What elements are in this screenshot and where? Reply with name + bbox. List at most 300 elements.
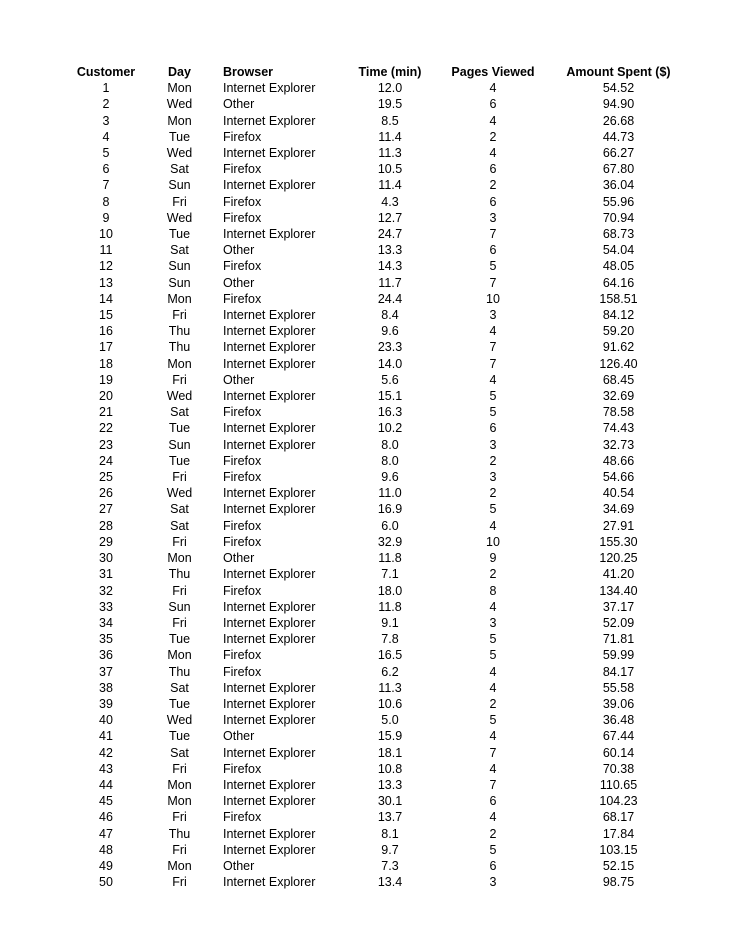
cell-browser: Internet Explorer <box>223 308 316 323</box>
cell-time: 6.0 <box>381 518 399 533</box>
cell-time: 7.3 <box>381 858 399 873</box>
cell-customer: 19 <box>99 372 113 387</box>
cell-customer: 1 <box>102 81 110 96</box>
cell-browser: Firefox <box>223 259 262 274</box>
cell-browser: Firefox <box>223 210 262 225</box>
cell-amount-spent: 134.40 <box>599 583 638 598</box>
cell-customer: 15 <box>99 308 113 323</box>
table-row <box>70 356 686 372</box>
cell-time: 23.3 <box>377 340 403 355</box>
cell-amount-spent: 66.27 <box>602 146 635 161</box>
cell-customer: 30 <box>99 551 113 566</box>
table-row <box>70 113 686 129</box>
table-row <box>70 177 686 193</box>
table-row <box>70 96 686 112</box>
cell-day: Mon <box>167 777 192 792</box>
cell-time: 13.7 <box>377 810 403 825</box>
cell-amount-spent: 36.04 <box>602 178 635 193</box>
cell-pages-viewed: 6 <box>489 794 497 809</box>
cell-day: Tue <box>168 421 191 436</box>
cell-browser: Internet Explorer <box>223 227 316 242</box>
cell-browser: Internet Explorer <box>223 437 316 452</box>
cell-amount-spent: 54.04 <box>602 243 635 258</box>
cell-customer: 22 <box>99 421 113 436</box>
cell-customer: 49 <box>99 858 113 873</box>
cell-day: Sun <box>168 437 191 452</box>
cell-browser: Firefox <box>223 761 262 776</box>
cell-day: Fri <box>172 615 187 630</box>
cell-pages-viewed: 6 <box>489 858 497 873</box>
header-customer: Customer <box>76 65 136 79</box>
cell-time: 11.0 <box>378 486 402 501</box>
cell-customer: 16 <box>99 324 113 339</box>
cell-amount-spent: 74.43 <box>602 421 635 436</box>
cell-amount-spent: 91.62 <box>602 340 635 355</box>
cell-pages-viewed: 5 <box>489 405 497 420</box>
table-body <box>70 80 686 890</box>
table-row <box>70 777 686 793</box>
cell-pages-viewed: 6 <box>489 162 497 177</box>
cell-browser: Internet Explorer <box>223 178 316 193</box>
cell-amount-spent: 41.20 <box>602 567 635 582</box>
cell-browser: Internet Explorer <box>223 777 316 792</box>
cell-browser: Internet Explorer <box>223 794 316 809</box>
cell-day: Fri <box>172 761 187 776</box>
table-row <box>70 583 686 599</box>
cell-customer: 9 <box>102 210 110 225</box>
cell-amount-spent: 34.69 <box>602 502 635 517</box>
cell-amount-spent: 32.69 <box>602 389 635 404</box>
cell-amount-spent: 55.58 <box>602 680 635 695</box>
cell-customer: 26 <box>99 486 113 501</box>
cell-browser: Firefox <box>223 129 262 144</box>
cell-customer: 33 <box>99 599 113 614</box>
cell-amount-spent: 54.52 <box>602 81 635 96</box>
header-time: Time (min) <box>358 65 422 79</box>
table-row <box>70 129 686 145</box>
cell-customer: 21 <box>99 405 113 420</box>
cell-pages-viewed: 2 <box>489 826 497 841</box>
table-row <box>70 534 686 550</box>
cell-pages-viewed: 2 <box>489 696 497 711</box>
cell-time: 30.1 <box>377 794 403 809</box>
cell-day: Fri <box>172 583 187 598</box>
cell-day: Fri <box>172 842 187 857</box>
header-amount-spent: Amount Spent ($) <box>566 65 671 79</box>
cell-customer: 13 <box>99 275 113 290</box>
table-row <box>70 631 686 647</box>
table-row <box>70 145 686 161</box>
cell-time: 10.8 <box>377 761 403 776</box>
cell-customer: 48 <box>99 842 113 857</box>
cell-amount-spent: 67.80 <box>602 162 635 177</box>
cell-pages-viewed: 5 <box>489 648 497 663</box>
table-row <box>70 874 686 890</box>
cell-pages-viewed: 2 <box>489 178 497 193</box>
header-day: Day <box>168 65 191 79</box>
cell-day: Fri <box>172 534 187 549</box>
cell-pages-viewed: 2 <box>489 567 497 582</box>
cell-time: 5.0 <box>381 713 399 728</box>
cell-customer: 45 <box>99 794 113 809</box>
cell-time: 32.9 <box>377 534 403 549</box>
table-row <box>70 745 686 761</box>
cell-day: Wed <box>166 146 193 161</box>
cell-day: Sat <box>170 162 189 177</box>
cell-day: Thu <box>168 324 191 339</box>
cell-time: 15.9 <box>377 729 403 744</box>
cell-browser: Internet Explorer <box>223 113 316 128</box>
header-pages-viewed: Pages Viewed <box>451 65 535 79</box>
table-row <box>70 437 686 453</box>
cell-pages-viewed: 4 <box>489 680 497 695</box>
cell-pages-viewed: 7 <box>489 275 497 290</box>
cell-customer: 25 <box>99 470 113 485</box>
cell-pages-viewed: 6 <box>489 97 497 112</box>
cell-customer: 29 <box>99 534 113 549</box>
cell-amount-spent: 104.23 <box>599 794 638 809</box>
cell-time: 16.3 <box>377 405 403 420</box>
table-row <box>70 80 686 96</box>
cell-pages-viewed: 3 <box>489 308 497 323</box>
cell-customer: 8 <box>102 194 110 209</box>
cell-customer: 37 <box>99 664 113 679</box>
cell-browser: Other <box>223 243 255 258</box>
cell-time: 11.8 <box>378 599 402 614</box>
cell-customer: 6 <box>102 162 110 177</box>
cell-day: Tue <box>168 729 191 744</box>
cell-time: 10.6 <box>377 696 403 711</box>
cell-pages-viewed: 2 <box>489 486 497 501</box>
cell-pages-viewed: 4 <box>489 372 497 387</box>
table-row <box>70 388 686 404</box>
cell-browser: Other <box>223 729 255 744</box>
cell-amount-spent: 17.84 <box>602 826 635 841</box>
cell-day: Tue <box>168 696 191 711</box>
cell-time: 24.7 <box>377 227 403 242</box>
cell-time: 16.9 <box>377 502 403 517</box>
cell-customer: 28 <box>99 518 113 533</box>
cell-time: 14.3 <box>377 259 403 274</box>
cell-day: Sun <box>168 178 191 193</box>
cell-customer: 14 <box>99 291 113 306</box>
table-row <box>70 728 686 744</box>
cell-day: Sat <box>170 405 189 420</box>
table-row <box>70 453 686 469</box>
cell-time: 11.3 <box>378 680 402 695</box>
cell-pages-viewed: 5 <box>489 259 497 274</box>
table-row <box>70 372 686 388</box>
table-row <box>70 842 686 858</box>
cell-time: 6.2 <box>381 664 399 679</box>
cell-amount-spent: 126.40 <box>599 356 638 371</box>
table-row <box>70 809 686 825</box>
table-row <box>70 550 686 566</box>
cell-amount-spent: 59.20 <box>602 324 635 339</box>
cell-day: Fri <box>172 875 187 890</box>
cell-day: Fri <box>172 372 187 387</box>
cell-pages-viewed: 4 <box>489 810 497 825</box>
cell-amount-spent: 155.30 <box>599 534 638 549</box>
cell-browser: Firefox <box>223 664 262 679</box>
cell-browser: Internet Explorer <box>223 615 316 630</box>
cell-day: Tue <box>168 227 191 242</box>
table-row <box>70 761 686 777</box>
cell-browser: Internet Explorer <box>223 356 316 371</box>
cell-amount-spent: 27.91 <box>602 518 635 533</box>
cell-customer: 41 <box>99 729 113 744</box>
cell-customer: 17 <box>99 340 113 355</box>
cell-day: Thu <box>168 567 191 582</box>
cell-browser: Firefox <box>223 470 262 485</box>
cell-pages-viewed: 4 <box>489 518 497 533</box>
cell-amount-spent: 98.75 <box>602 875 635 890</box>
cell-pages-viewed: 7 <box>489 777 497 792</box>
cell-amount-spent: 68.45 <box>602 372 635 387</box>
cell-browser: Internet Explorer <box>223 599 316 614</box>
cell-customer: 7 <box>102 178 110 193</box>
cell-amount-spent: 59.99 <box>602 648 635 663</box>
cell-time: 9.6 <box>381 324 399 339</box>
cell-browser: Internet Explorer <box>223 826 316 841</box>
cell-day: Mon <box>167 356 192 371</box>
cell-time: 13.4 <box>377 875 403 890</box>
cell-browser: Internet Explorer <box>223 81 316 96</box>
cell-customer: 36 <box>99 648 113 663</box>
cell-pages-viewed: 7 <box>489 227 497 242</box>
cell-time: 12.0 <box>377 81 403 96</box>
header-browser: Browser <box>223 65 274 79</box>
cell-day: Sat <box>170 680 189 695</box>
cell-day: Wed <box>166 389 193 404</box>
cell-customer: 50 <box>99 875 113 890</box>
table-row <box>70 404 686 420</box>
cell-customer: 5 <box>102 146 110 161</box>
cell-customer: 46 <box>99 810 113 825</box>
cell-pages-viewed: 5 <box>489 713 497 728</box>
table-row <box>70 501 686 517</box>
cell-amount-spent: 120.25 <box>599 551 638 566</box>
cell-browser: Internet Explorer <box>223 146 316 161</box>
cell-pages-viewed: 8 <box>489 583 497 598</box>
cell-customer: 4 <box>102 129 110 144</box>
cell-browser: Internet Explorer <box>223 696 316 711</box>
table-row <box>70 712 686 728</box>
cell-pages-viewed: 4 <box>489 324 497 339</box>
cell-pages-viewed: 7 <box>489 340 497 355</box>
cell-time: 8.5 <box>381 113 399 128</box>
cell-time: 9.6 <box>381 470 399 485</box>
table-row <box>70 226 686 242</box>
cell-customer: 35 <box>99 632 113 647</box>
cell-customer: 27 <box>99 502 113 517</box>
cell-pages-viewed: 4 <box>489 81 497 96</box>
table-header-row <box>70 64 686 80</box>
cell-day: Mon <box>167 551 192 566</box>
cell-day: Sat <box>170 745 189 760</box>
cell-pages-viewed: 4 <box>489 664 497 679</box>
cell-pages-viewed: 3 <box>489 470 497 485</box>
cell-browser: Internet Explorer <box>223 632 316 647</box>
cell-amount-spent: 37.17 <box>602 599 635 614</box>
cell-day: Sat <box>170 502 189 517</box>
cell-pages-viewed: 6 <box>489 421 497 436</box>
cell-browser: Firefox <box>223 405 262 420</box>
cell-customer: 39 <box>99 696 113 711</box>
cell-customer: 3 <box>102 113 110 128</box>
cell-amount-spent: 32.73 <box>602 437 635 452</box>
cell-browser: Internet Explorer <box>223 486 316 501</box>
cell-day: Wed <box>166 210 193 225</box>
table-row <box>70 210 686 226</box>
cell-browser: Firefox <box>223 162 262 177</box>
cell-day: Tue <box>168 453 191 468</box>
cell-time: 18.1 <box>377 745 403 760</box>
cell-time: 7.8 <box>381 632 399 647</box>
cell-customer: 42 <box>99 745 113 760</box>
cell-day: Tue <box>168 129 191 144</box>
cell-time: 4.3 <box>381 194 399 209</box>
cell-browser: Firefox <box>223 194 262 209</box>
cell-time: 11.3 <box>378 146 402 161</box>
cell-pages-viewed: 5 <box>489 842 497 857</box>
cell-amount-spent: 39.06 <box>602 696 635 711</box>
cell-customer: 38 <box>99 680 113 695</box>
cell-amount-spent: 40.54 <box>602 486 635 501</box>
cell-pages-viewed: 7 <box>489 356 497 371</box>
cell-amount-spent: 71.81 <box>602 632 635 647</box>
cell-customer: 43 <box>99 761 113 776</box>
cell-amount-spent: 78.58 <box>602 405 635 420</box>
cell-browser: Other <box>223 858 255 873</box>
cell-time: 8.1 <box>381 826 399 841</box>
cell-browser: Other <box>223 551 255 566</box>
table-row <box>70 615 686 631</box>
cell-day: Mon <box>167 81 192 96</box>
table-row <box>70 696 686 712</box>
cell-customer: 23 <box>99 437 113 452</box>
cell-customer: 34 <box>99 615 113 630</box>
table-row <box>70 307 686 323</box>
cell-day: Sun <box>168 599 191 614</box>
table-row <box>70 161 686 177</box>
table-row <box>70 291 686 307</box>
cell-pages-viewed: 4 <box>489 599 497 614</box>
table-row <box>70 680 686 696</box>
cell-customer: 47 <box>99 826 113 841</box>
cell-time: 7.1 <box>381 567 399 582</box>
cell-pages-viewed: 7 <box>489 745 497 760</box>
cell-day: Wed <box>166 97 193 112</box>
cell-time: 8.0 <box>381 453 399 468</box>
cell-pages-viewed: 4 <box>489 113 497 128</box>
cell-time: 19.5 <box>377 97 403 112</box>
cell-pages-viewed: 4 <box>489 761 497 776</box>
cell-pages-viewed: 2 <box>489 453 497 468</box>
cell-amount-spent: 70.38 <box>602 761 635 776</box>
cell-day: Sat <box>170 243 189 258</box>
table-row <box>70 518 686 534</box>
cell-amount-spent: 158.51 <box>599 291 638 306</box>
cell-amount-spent: 110.65 <box>599 777 638 792</box>
cell-time: 13.3 <box>377 243 403 258</box>
cell-day: Fri <box>172 810 187 825</box>
cell-amount-spent: 60.14 <box>602 745 635 760</box>
cell-amount-spent: 70.94 <box>602 210 635 225</box>
cell-pages-viewed: 5 <box>489 632 497 647</box>
table-row <box>70 647 686 663</box>
cell-browser: Other <box>223 372 255 387</box>
cell-amount-spent: 68.73 <box>602 227 635 242</box>
cell-customer: 24 <box>99 453 113 468</box>
cell-amount-spent: 48.05 <box>602 259 635 274</box>
cell-browser: Internet Explorer <box>223 842 316 857</box>
cell-amount-spent: 54.66 <box>602 470 635 485</box>
cell-time: 14.0 <box>377 356 403 371</box>
cell-pages-viewed: 6 <box>489 194 497 209</box>
cell-time: 18.0 <box>377 583 403 598</box>
cell-amount-spent: 52.15 <box>602 858 635 873</box>
cell-time: 9.1 <box>381 615 399 630</box>
cell-browser: Internet Explorer <box>223 340 316 355</box>
table-row <box>70 339 686 355</box>
cell-time: 13.3 <box>377 777 403 792</box>
cell-day: Wed <box>166 713 193 728</box>
table-row <box>70 485 686 501</box>
table-row <box>70 323 686 339</box>
cell-time: 5.6 <box>381 372 399 387</box>
table-row <box>70 242 686 258</box>
cell-amount-spent: 64.16 <box>602 275 635 290</box>
cell-amount-spent: 52.09 <box>602 615 635 630</box>
cell-day: Mon <box>167 648 192 663</box>
cell-browser: Internet Explorer <box>223 875 316 890</box>
cell-day: Mon <box>167 113 192 128</box>
cell-browser: Other <box>223 97 255 112</box>
cell-amount-spent: 36.48 <box>602 713 635 728</box>
cell-day: Tue <box>168 632 191 647</box>
cell-browser: Firefox <box>223 583 262 598</box>
cell-customer: 18 <box>99 356 113 371</box>
cell-browser: Firefox <box>223 453 262 468</box>
cell-day: Mon <box>167 291 192 306</box>
cell-browser: Firefox <box>223 534 262 549</box>
cell-browser: Internet Explorer <box>223 680 316 695</box>
cell-customer: 44 <box>99 777 113 792</box>
cell-time: 10.2 <box>377 421 403 436</box>
cell-day: Thu <box>168 826 191 841</box>
cell-browser: Internet Explorer <box>223 567 316 582</box>
cell-time: 15.1 <box>377 389 403 404</box>
cell-customer: 12 <box>99 259 113 274</box>
table-row <box>70 664 686 680</box>
cell-customer: 11 <box>99 243 113 258</box>
cell-amount-spent: 94.90 <box>602 97 635 112</box>
cell-day: Sun <box>168 259 191 274</box>
cell-time: 11.8 <box>378 551 402 566</box>
cell-pages-viewed: 5 <box>489 389 497 404</box>
cell-time: 11.4 <box>378 129 402 144</box>
customer-data-table <box>70 64 686 890</box>
cell-amount-spent: 84.12 <box>602 308 635 323</box>
cell-day: Mon <box>167 794 192 809</box>
cell-amount-spent: 44.73 <box>602 129 635 144</box>
cell-time: 11.7 <box>378 275 402 290</box>
cell-amount-spent: 67.44 <box>602 729 635 744</box>
cell-pages-viewed: 3 <box>489 615 497 630</box>
cell-pages-viewed: 10 <box>486 534 500 549</box>
table-row <box>70 469 686 485</box>
